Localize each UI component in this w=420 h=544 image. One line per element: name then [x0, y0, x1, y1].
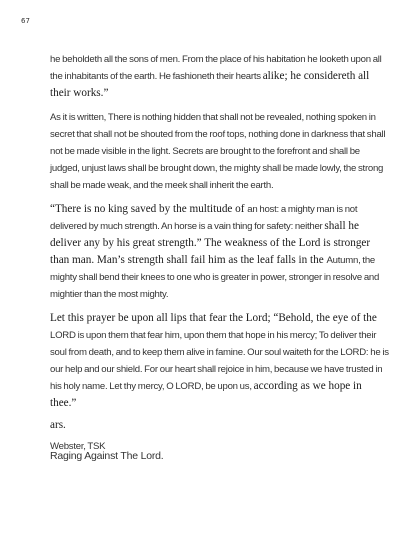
text-run: alike; he considereth all their works.”: [50, 70, 370, 99]
paragraph-3: [50, 200, 390, 302]
text-run: Autumn, the mighty shall bend their knees to one who is greater in power, stronger in resolve and mightier than the most mighty.: [50, 255, 380, 300]
body-text: [50, 50, 390, 462]
text-run: according as we hope in thee.”: [50, 380, 362, 409]
text-run: he beholdeth all the sons of men. From the place of his habitation he looketh upon all the inhabitants of the earth. He fashioneth their hearts: [50, 54, 382, 82]
text-run: As it is written, There is nothing hidden that shall not be revealed, nothing spoken in secret that shall not be shouted from the roof tops, nothing done in darkness that shall not be made visible in the light. Secrets are brought to the forefront and shall be judged, unjust laws shall be brought down, the mighty shall be made lowly, the strong shall be made weak, and the meek shall inherit the earth.: [50, 112, 386, 191]
text-run: an host: a mighty man is not delivered by much strength. An horse is a vain thing for safety: neither: [50, 204, 358, 232]
text-run: shall he deliver any by his great strength.” The weakness of the Lord is stronger than man. Man’s strength shall fail him as the leaf falls in the: [50, 220, 371, 266]
signoff: ars.: [50, 419, 66, 431]
text-run: Let this prayer be upon all lips that fear the Lord; “Behold, the eye of the: [50, 312, 377, 324]
paragraph-1: [50, 50, 390, 101]
text-run: “There is no king saved by the multitude of: [50, 203, 248, 215]
attribution: Webster, TSK: [50, 441, 106, 452]
paragraph-2: [50, 108, 390, 193]
page-number: 67: [21, 17, 30, 25]
next-section-heading: Raging Against The Lord.: [50, 450, 164, 462]
text-run: LORD is upon them that fear him, upon them that hope in his mercy; To deliver their soul from death, and to keep them alive in famine. Our soul waiteth for the LORD: he is our help and our shield. For our heart shall rejoice in him, because we have trusted in his holy name. Let thy mercy, O LORD, be upon us,: [50, 330, 389, 392]
paragraph-4: [50, 309, 390, 411]
